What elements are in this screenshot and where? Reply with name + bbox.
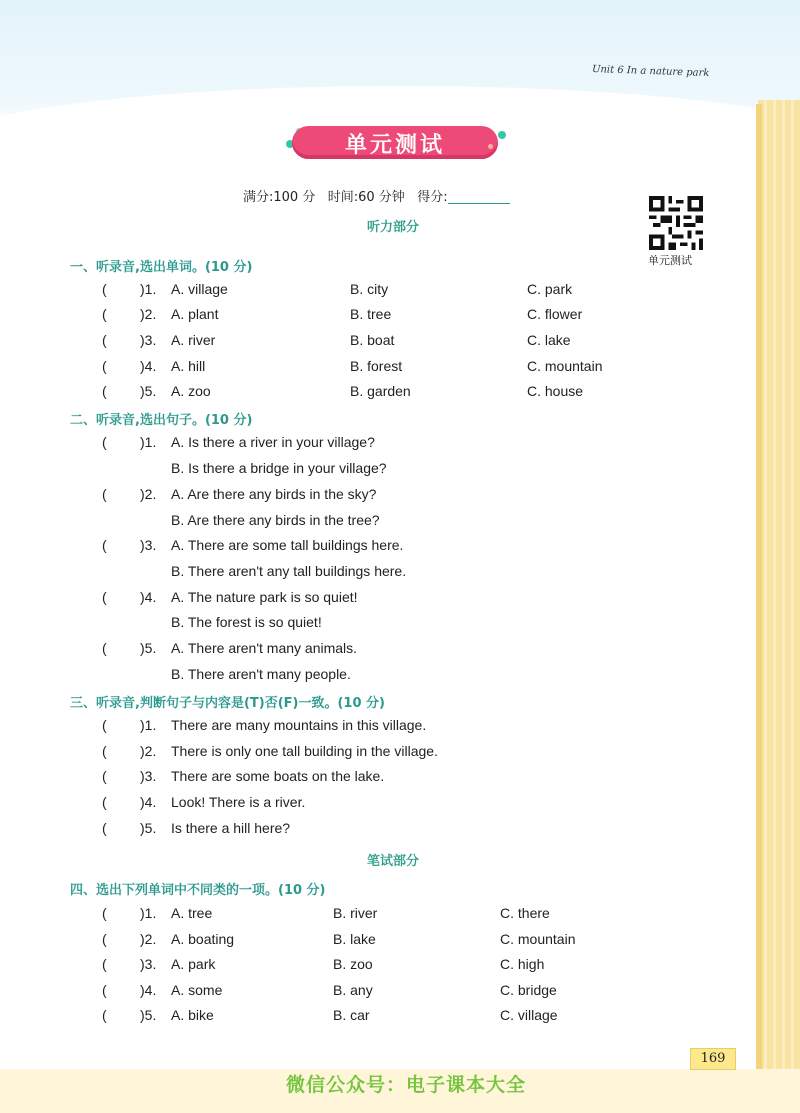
list-item: ( )2. A. Are there any birds in the sky? [102,486,377,502]
title-banner [288,126,510,162]
list-item: ( )4. Look! There is a river. [102,794,306,810]
list-item: B. There aren't many people. [171,666,351,682]
answer-blank[interactable]: ( [102,982,107,998]
answer-blank[interactable]: ( [102,332,107,348]
book-page-edge-line [756,104,762,1113]
list-item: ( )1. A. tree B. river C. there [102,905,550,921]
answer-blank[interactable]: ( [102,434,107,450]
answer-blank[interactable]: ( [102,1007,107,1023]
list-item: B. Is there a bridge in your village? [171,460,387,476]
answer-blank[interactable]: ( [102,589,107,605]
time-limit: 时间:60 分钟 [327,190,405,205]
part2-title: 二、听录音,选出句子。(10 分) [70,413,253,428]
score-blank[interactable] [448,203,510,204]
score-label: 得分: [417,190,448,205]
answer-blank[interactable]: ( [102,905,107,921]
full-score: 满分:100 分 [243,190,316,205]
running-head: Unit 6 In a nature park [591,63,710,80]
answer-blank[interactable]: ( [102,956,107,972]
list-item: B. Are there any birds in the tree? [171,512,380,528]
list-item: ( )1. There are many mountains in this village. [102,717,427,733]
list-item: ( )2. A. boating B. lake C. mountain [102,931,576,947]
list-item: ( )4. A. some B. any C. bridge [102,982,557,998]
footer-watermark: 微信公众号：电子课本大全 [286,1074,527,1096]
part1-title: 一、听录音,选出单词。(10 分) [70,260,253,275]
list-item: ( )3. A. river B. boat C. lake [102,332,571,348]
list-item: ( )1. A. village B. city C. park [102,281,573,297]
list-item: ( )3. A. park B. zoo C. high [102,956,545,972]
qr-label: 单元测试 [648,254,692,267]
page-title: 单元测试 [344,133,445,158]
answer-blank[interactable]: ( [102,768,107,784]
answer-blank[interactable]: ( [102,931,107,947]
list-item: ( )3. There are some boats on the lake. [102,768,385,784]
list-item: ( )3. A. There are some tall buildings here. [102,537,404,553]
answer-blank[interactable]: ( [102,820,107,836]
page-number: 169 [690,1048,736,1070]
answer-blank[interactable]: ( [102,717,107,733]
list-item: ( )4. A. The nature park is so quiet! [102,589,358,605]
qr-code-icon[interactable] [648,196,704,250]
list-item: ( )5. A. zoo B. garden C. house [102,383,584,399]
list-item: B. There aren't any tall buildings here. [171,563,407,579]
part4-title: 四、选出下列单词中不同类的一项。(10 分) [70,883,326,898]
answer-blank[interactable]: ( [102,537,107,553]
list-item: ( )2. There is only one tall building in the village. [102,743,438,759]
answer-blank[interactable]: ( [102,640,107,656]
writing-section-title: 笔试部分 [367,854,420,869]
part3-title: 三、听录音,判断句子与内容是(T)否(F)一致。(10 分) [70,696,385,711]
answer-blank[interactable]: ( [102,794,107,810]
list-item: ( )1. A. Is there a river in your village? [102,434,375,450]
answer-blank[interactable]: ( [102,358,107,374]
answer-blank[interactable]: ( [102,743,107,759]
list-item: ( )4. A. hill B. forest C. mountain [102,358,603,374]
list-item: ( )5. Is there a hill here? [102,820,291,836]
answer-blank[interactable]: ( [102,306,107,322]
answer-blank[interactable]: ( [102,383,107,399]
book-page-edge [758,100,800,1113]
list-item: ( )5. A. There aren't many animals. [102,640,358,656]
list-item: ( )2. A. plant B. tree C. flower [102,306,583,322]
listening-section-title: 听力部分 [367,220,420,235]
answer-blank[interactable]: ( [102,486,107,502]
list-item: ( )5. A. bike B. car C. village [102,1007,558,1023]
answer-blank[interactable]: ( [102,281,107,297]
list-item: B. The forest is so quiet! [171,614,322,630]
score-meta [243,186,510,205]
